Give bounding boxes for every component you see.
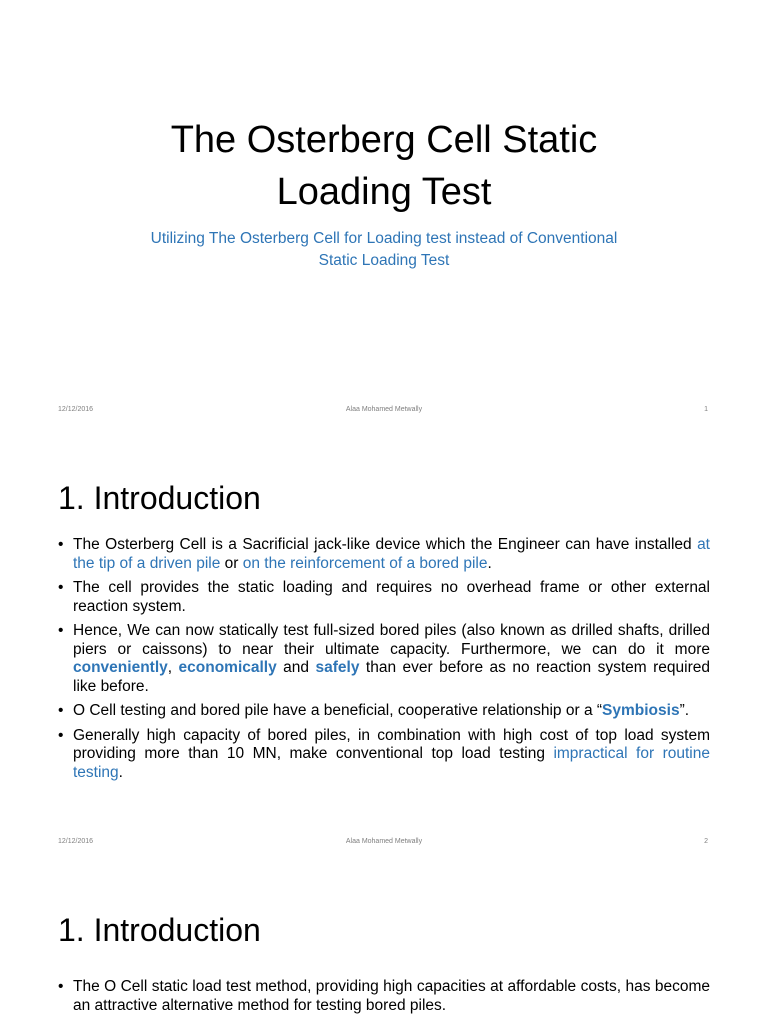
bullet-item [58, 978, 710, 1015]
bullet-item [58, 579, 710, 616]
bullet-text: Hence, We can now statically test full-sized bored piles (also known as drilled shafts, drilled piers or caissons) to near their ultimate capacity. Furthermore, we can do it more [73, 622, 710, 658]
footer-author: Alaa Mohamed Metwally [345, 838, 423, 845]
bullet-text: than ever before as no reaction system required like before. [73, 659, 710, 695]
bullet-text: and [276, 659, 316, 676]
highlight-text: Symbiosis [602, 702, 680, 719]
bullet-list [58, 536, 710, 788]
bullet-text: . [118, 763, 123, 781]
bullet-item [58, 727, 710, 783]
slide-1 [0, 0, 768, 432]
footer-author: Alaa Mohamed Metwally [345, 406, 423, 413]
slide-3 [0, 864, 768, 1024]
bullet-text: Generally high capacity of bored piles, in combination with high cost of top load system providing more than 10 MN, make conventional top load testing [73, 726, 710, 762]
highlight-text: conveniently [73, 659, 168, 676]
bullet-list [58, 978, 710, 1021]
bullet-item [58, 702, 710, 721]
title-line-2: Loading Test [276, 171, 492, 213]
subtitle-line-2: Static Loading Test [318, 252, 450, 269]
highlight-text: on the reinforcement of a bored pile [242, 554, 488, 572]
slide-footer [0, 406, 768, 418]
slide-footer [0, 838, 768, 850]
bullet-text: , [167, 659, 179, 676]
highlight-text: at the tip of a driven pile [73, 536, 710, 572]
bullet-text: ”. [679, 702, 690, 719]
footer-page-number: 2 [704, 838, 708, 845]
bullet-text: The Osterberg Cell is a Sacrificial jack-like device which the Engineer can have installed [73, 536, 698, 553]
bullet-item [58, 536, 710, 573]
footer-date: 12/12/2016 [58, 406, 94, 413]
slide-subtitle [80, 228, 688, 272]
slide-title [0, 114, 768, 218]
section-heading: 1. Introduction [58, 480, 261, 516]
highlight-text: impractical for routine testing [73, 745, 710, 781]
subtitle-line-1: Utilizing The Osterberg Cell for Loading test instead of Conventional [150, 230, 618, 247]
bullet-text: . [487, 554, 492, 572]
slide-2 [0, 432, 768, 864]
title-line-1: The Osterberg Cell Static [170, 119, 598, 161]
highlight-text: economically [178, 659, 277, 676]
footer-date: 12/12/2016 [58, 838, 94, 845]
highlight-text: safely [315, 659, 360, 676]
bullet-text: or [220, 554, 243, 572]
bullet-text: The O Cell static load test method, providing high capacities at affordable costs, has become an attractive alternative method for testing bored piles. [73, 978, 710, 1014]
bullet-text: The cell provides the static loading and requires no overhead frame or other external reaction system. [73, 579, 710, 615]
footer-page-number: 1 [704, 406, 708, 413]
bullet-text: O Cell testing and bored pile have a beneficial, cooperative relationship or a “ [73, 702, 603, 719]
section-heading: 1. Introduction [58, 912, 261, 948]
bullet-item [58, 622, 710, 696]
